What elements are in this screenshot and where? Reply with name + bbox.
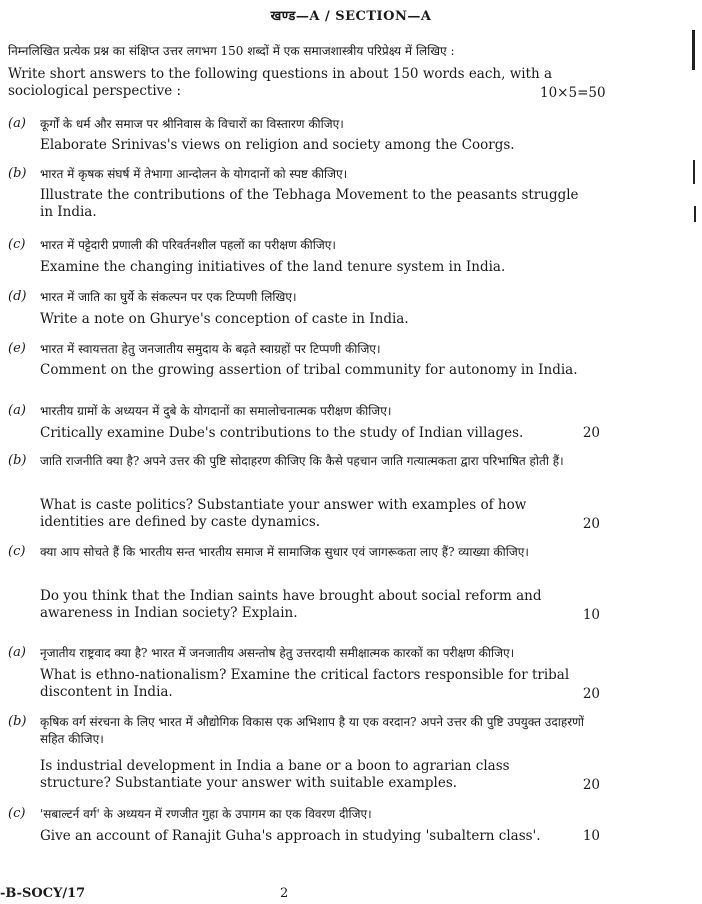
- scan-margin-mark: [693, 160, 695, 184]
- question-item: [8, 544, 600, 626]
- scan-margin-mark: [694, 206, 696, 222]
- question-item: [8, 806, 600, 846]
- question-marks: 20: [582, 516, 600, 532]
- question-marks: 20: [582, 777, 600, 793]
- question-english: Examine the changing initiatives of the land tenure system in India.: [40, 259, 506, 275]
- question-hindi: कूर्गों के धर्म और समाज पर श्रीनिवास के विचारों का विस्तारण कीजिए।: [40, 117, 344, 131]
- question-hindi: भारत में पट्टेदारी प्रणाली की परिवर्तनशील पहलों का परीक्षण कीजिए।: [40, 238, 336, 252]
- question-english: Comment on the growing assertion of tribal community for autonomy in India.: [40, 362, 578, 378]
- instructions-english: Write short answers to the following questions in about 150 words each, with a sociological perspective :: [8, 66, 553, 99]
- question-marks: 10: [582, 607, 600, 623]
- question-item: [8, 714, 600, 794]
- question-label: (b): [8, 166, 27, 181]
- question-english: What is ethno-nationalism? Examine the critical factors responsible for tribal discontent in India.: [40, 667, 570, 700]
- question-label: (e): [8, 341, 26, 356]
- question-marks: 10: [582, 828, 600, 844]
- question-hindi: जाति राजनीति क्या है? अपने उत्तर की पुष्टि सोदाहरण कीजिए कि कैसे पहचान जाति गत्यात्मकता द्वारा परिभाषित होती हैं।: [40, 454, 564, 468]
- question-item: [8, 289, 600, 329]
- question-english: Write a note on Ghurye's conception of caste in India.: [40, 311, 409, 327]
- question-label: (c): [8, 806, 26, 821]
- question-label: (a): [8, 116, 26, 131]
- page-number: 2: [280, 886, 289, 901]
- question-english: Critically examine Dube's contributions to the study of Indian villages.: [40, 425, 524, 441]
- question-label: (c): [8, 237, 26, 252]
- question-item: [8, 166, 600, 226]
- paper-code: -B-SOCY/17: [0, 886, 86, 901]
- instructions-hindi: निम्नलिखित प्रत्येक प्रश्न का संक्षिप्त उत्तर लगभग 150 शब्दों में एक समाजशास्त्रीय परिप्रेक्ष्य में लिखिए :: [8, 44, 455, 58]
- question-hindi: भारत में जाति का घुर्ये के संकल्पन पर एक टिप्पणी लिखिए।: [40, 290, 297, 304]
- question-label: (b): [8, 453, 27, 468]
- question-hindi: 'सबाल्टर्न वर्ग' के अध्ययन में रणजीत गुहा के उपागम का एक विवरण दीजिए।: [40, 807, 372, 821]
- question-label: (b): [8, 714, 27, 729]
- question-item: [8, 341, 600, 381]
- question-english: Do you think that the Indian saints have brought about social reform and awareness in Indian society? Explain.: [40, 588, 542, 621]
- question-item: [8, 237, 600, 277]
- total-marks: 10×5=50: [540, 85, 606, 101]
- question-label: (a): [8, 645, 26, 660]
- question-item: [8, 645, 600, 705]
- question-marks: 20: [582, 686, 600, 702]
- question-english: What is caste politics? Substantiate your answer with examples of how identities are defined by caste dynamics.: [40, 497, 527, 530]
- question-english: Illustrate the contributions of the Tebhaga Movement to the peasants struggle in India.: [40, 187, 579, 220]
- question-english: Give an account of Ranajit Guha's approach in studying 'subaltern class'.: [40, 828, 541, 844]
- question-item: [8, 403, 600, 443]
- question-hindi: भारत में कृषक संघर्ष में तेभागा आन्दोलन के योगदानों को स्पष्ट कीजिए।: [40, 167, 348, 181]
- section-title: खण्ड—A / SECTION—A: [270, 9, 432, 24]
- question-hindi: भारत में स्वायत्तता हेतु जनजातीय समुदाय के बढ़ते स्वाग्रहों पर टिप्पणी कीजिए।: [40, 342, 381, 356]
- question-item: [8, 453, 600, 533]
- question-marks: 20: [582, 425, 600, 441]
- question-english: Is industrial development in India a bane or a boon to agrarian class structure? Substantiate your answer with suitable examples.: [40, 758, 510, 791]
- question-hindi: क्या आप सोचते हैं कि भारतीय सन्त भारतीय समाज में सामाजिक सुधार एवं जागरूकता लाए हैं? व्याख्या कीजिए।: [40, 545, 529, 559]
- question-english: Elaborate Srinivas's views on religion and society among the Coorgs.: [40, 137, 515, 153]
- scan-margin-mark: [692, 30, 695, 70]
- question-label: (c): [8, 544, 26, 559]
- question-item: [8, 116, 600, 156]
- question-label: (a): [8, 403, 26, 418]
- question-hindi: भारतीय ग्रामों के अध्ययन में दुबे के योगदानों का समालोचनात्मक परीक्षण कीजिए।: [40, 404, 392, 418]
- question-label: (d): [8, 289, 27, 304]
- question-hindi: कृषिक वर्ग संरचना के लिए भारत में औद्योगिक विकास एक अभिशाप है या एक वरदान? अपने उत्तर की पुष्टि उपयुक्त उदाहरणों सहित कीजिए।: [40, 715, 584, 746]
- question-hindi: नृजातीय राष्ट्रवाद क्या है? भारत में जनजातीय असन्तोष हेतु उत्तरदायी समीक्षात्मक कारकों का परीक्षण कीजिए।: [40, 646, 515, 660]
